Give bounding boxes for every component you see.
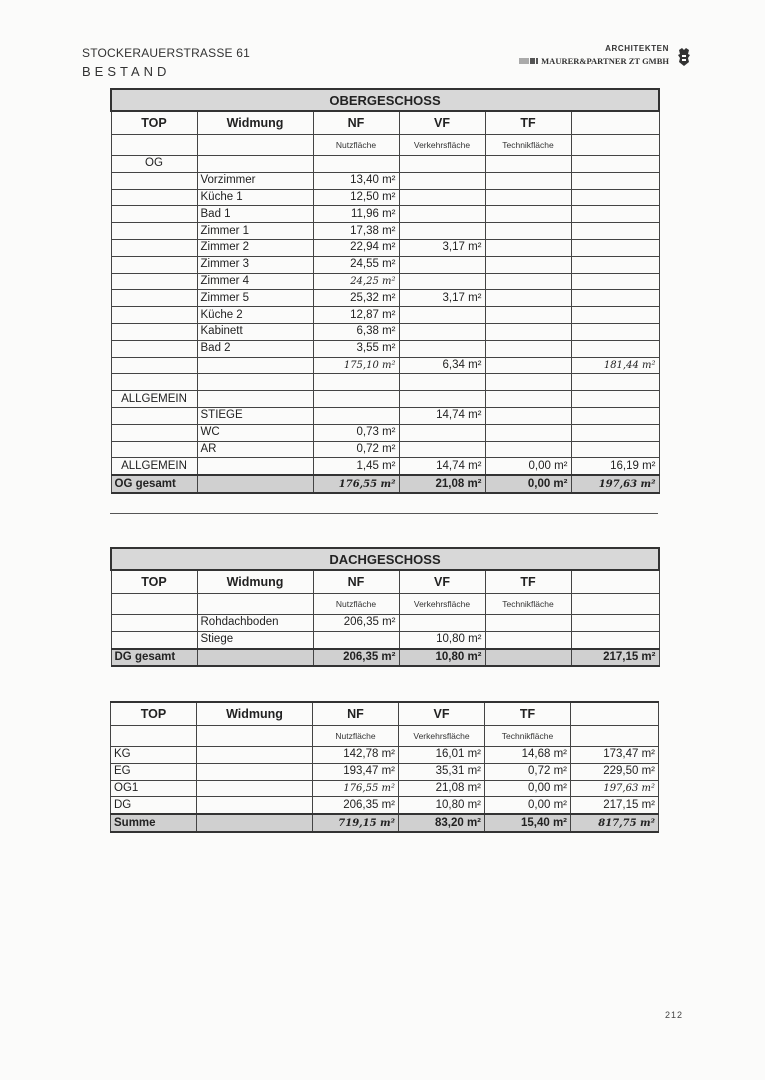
floor-label: EG [111,763,197,780]
room-nf: 6,38 m² [313,323,399,340]
table-row [111,441,659,458]
room-name: Zimmer 4 [197,273,313,290]
floor-nf: 206,35 m² [313,797,399,814]
room-vf [399,441,485,458]
room-vf [399,273,485,290]
table-row [111,747,659,764]
summe-vf: 83,20 m² [399,814,485,832]
room-vf: 10,80 m² [399,631,485,648]
room-nf: 17,38 m² [313,223,399,240]
dg-col-vf: VF [399,570,485,594]
room-name: Zimmer 1 [197,223,313,240]
room-nf: 3,55 m² [313,340,399,357]
sum-sub-vf: Verkehrsfläche [399,726,485,747]
floor-tf: 0,00 m² [485,780,571,797]
dg-total-label: DG gesamt [111,649,197,667]
room-nf [313,631,399,648]
room-nf: 0,72 m² [313,441,399,458]
plan-status: BESTAND [82,64,171,79]
summe-label: Summe [111,814,197,832]
dg-table [110,547,660,667]
section-og-label: OG [111,156,197,173]
room-name: Zimmer 3 [197,256,313,273]
room-nf: 0,73 m² [313,424,399,441]
table-row [111,290,659,307]
col-nf: NF [313,111,399,135]
firm-block [519,44,669,66]
og-sum-total: 181,44 m² [571,357,659,374]
table-row [111,206,659,223]
allgemein-sum-vf: 14,74 m² [399,458,485,475]
firm-subtitle: ARCHITEKTEN [605,44,669,53]
room-name: Küche 1 [197,189,313,206]
room-nf: 24,25 m² [313,273,399,290]
room-vf: 3,17 m² [399,239,485,256]
room-nf: 12,87 m² [313,307,399,324]
col-vf: VF [399,111,485,135]
table-row [111,340,659,357]
sum-col-vf: VF [399,702,485,726]
room-vf [399,223,485,240]
floor-tf: 14,68 m² [485,747,571,764]
room-nf: 13,40 m² [313,172,399,189]
og-title: OBERGESCHOSS [111,89,659,111]
room-nf: 11,96 m² [313,206,399,223]
table-row [111,172,659,189]
room-vf [399,307,485,324]
table-row [111,307,659,324]
room-name: Zimmer 2 [197,239,313,256]
page-number: 212 [664,1010,683,1020]
room-name: Rohdachboden [197,615,313,632]
floor-tf: 0,72 m² [485,763,571,780]
room-nf: 206,35 m² [313,615,399,632]
allgemein-sum-total: 16,19 m² [571,458,659,475]
project-address: STOCKERAUERSTRASSE 61 [82,46,251,60]
room-nf: 24,55 m² [313,256,399,273]
divider-line [110,513,658,514]
dg-sub-tf: Technikfläche [485,594,571,615]
floor-nf: 193,47 m² [313,763,399,780]
sum-col-nf: NF [313,702,399,726]
room-vf: 14,74 m² [399,407,485,424]
room-name: AR [197,441,313,458]
sub-vf: Verkehrsfläche [399,135,485,156]
floor-total: 173,47 m² [571,747,659,764]
summe-tf: 15,40 m² [485,814,571,832]
room-nf: 22,94 m² [313,239,399,256]
sum-col-top: TOP [111,702,197,726]
og-sum-nf: 175,10 m² [313,357,399,374]
og-total-vf: 21,08 m² [399,475,485,493]
sub-nf: Nutzfläche [313,135,399,156]
sum-sub-nf: Nutzfläche [313,726,399,747]
floor-vf: 35,31 m² [399,763,485,780]
document-header [82,46,250,79]
room-vf [399,172,485,189]
og-sum-vf: 6,34 m² [399,357,485,374]
floor-nf: 142,78 m² [313,747,399,764]
floor-tf: 0,00 m² [485,797,571,814]
dg-sub-vf: Verkehrsfläche [399,594,485,615]
floor-total: 229,50 m² [571,763,659,780]
room-name: STIEGE [197,407,313,424]
floor-vf: 10,80 m² [399,797,485,814]
room-name: Küche 2 [197,307,313,324]
og-total-tf: 0,00 m² [485,475,571,493]
room-vf [399,340,485,357]
dg-total-total: 217,15 m² [571,649,659,667]
col-tf: TF [485,111,571,135]
allgemein-sum-tf: 0,00 m² [485,458,571,475]
room-nf: 25,32 m² [313,290,399,307]
col-total [571,111,659,135]
room-name: WC [197,424,313,441]
floor-vf: 21,08 m² [399,780,485,797]
allgemein-sum-label: ALLGEMEIN [111,458,197,475]
table-row [111,424,659,441]
og-table [110,88,660,494]
col-widmung: Widmung [197,111,313,135]
room-vf [399,206,485,223]
floor-label: KG [111,747,197,764]
table-row [111,780,659,797]
room-name: Stiege [197,631,313,648]
summe-nf: 719,15 m² [313,814,399,832]
table-row [111,256,659,273]
firm-name [519,56,669,66]
table-row [111,189,659,206]
table-row [111,763,659,780]
dg-col-tf: TF [485,570,571,594]
summary-table [110,701,659,833]
dg-sub-nf: Nutzfläche [313,594,399,615]
dg-col-widmung: Widmung [197,570,313,594]
room-vf [399,189,485,206]
table-row [111,273,659,290]
sum-col-widmung: Widmung [197,702,313,726]
floor-total: 197,63 m² [571,780,659,797]
floor-vf: 16,01 m² [399,747,485,764]
room-vf [399,424,485,441]
firm-name-text: MAURER&PARTNER ZT GMBH [541,56,669,66]
room-vf [399,256,485,273]
og-total-total: 197,63 m² [571,475,659,493]
floor-label: DG [111,797,197,814]
dg-total-tf [485,649,571,667]
table-row [111,631,659,648]
sum-col-tf: TF [485,702,571,726]
dg-col-nf: NF [313,570,399,594]
allgemein-sum-nf: 1,45 m² [313,458,399,475]
floor-total: 217,15 m² [571,797,659,814]
room-name: Bad 1 [197,206,313,223]
dg-title: DACHGESCHOSS [111,548,659,570]
floor-nf: 176,55 m² [313,780,399,797]
sum-sub-tf: Technikfläche [485,726,571,747]
allgemein-section-label: ALLGEMEIN [111,391,197,408]
coat-of-arms-icon [677,46,691,68]
dg-total-nf: 206,35 m² [313,649,399,667]
room-vf [399,615,485,632]
og-total-nf: 176,55 m² [313,475,399,493]
dg-col-top: TOP [111,570,197,594]
table-row [111,407,659,424]
table-row [111,615,659,632]
floor-label: OG1 [111,780,197,797]
room-nf: 12,50 m² [313,189,399,206]
room-name: Vorzimmer [197,172,313,189]
room-name: Kabinett [197,323,313,340]
col-top: TOP [111,111,197,135]
table-row [111,223,659,240]
room-name: Zimmer 5 [197,290,313,307]
room-nf [313,407,399,424]
og-total-label: OG gesamt [111,475,197,493]
room-name: Bad 2 [197,340,313,357]
sub-tf: Technikfläche [485,135,571,156]
table-row [111,323,659,340]
summe-total: 817,75 m² [571,814,659,832]
dg-total-vf: 10,80 m² [399,649,485,667]
table-row [111,239,659,256]
table-row [111,797,659,814]
room-vf: 3,17 m² [399,290,485,307]
room-vf [399,323,485,340]
